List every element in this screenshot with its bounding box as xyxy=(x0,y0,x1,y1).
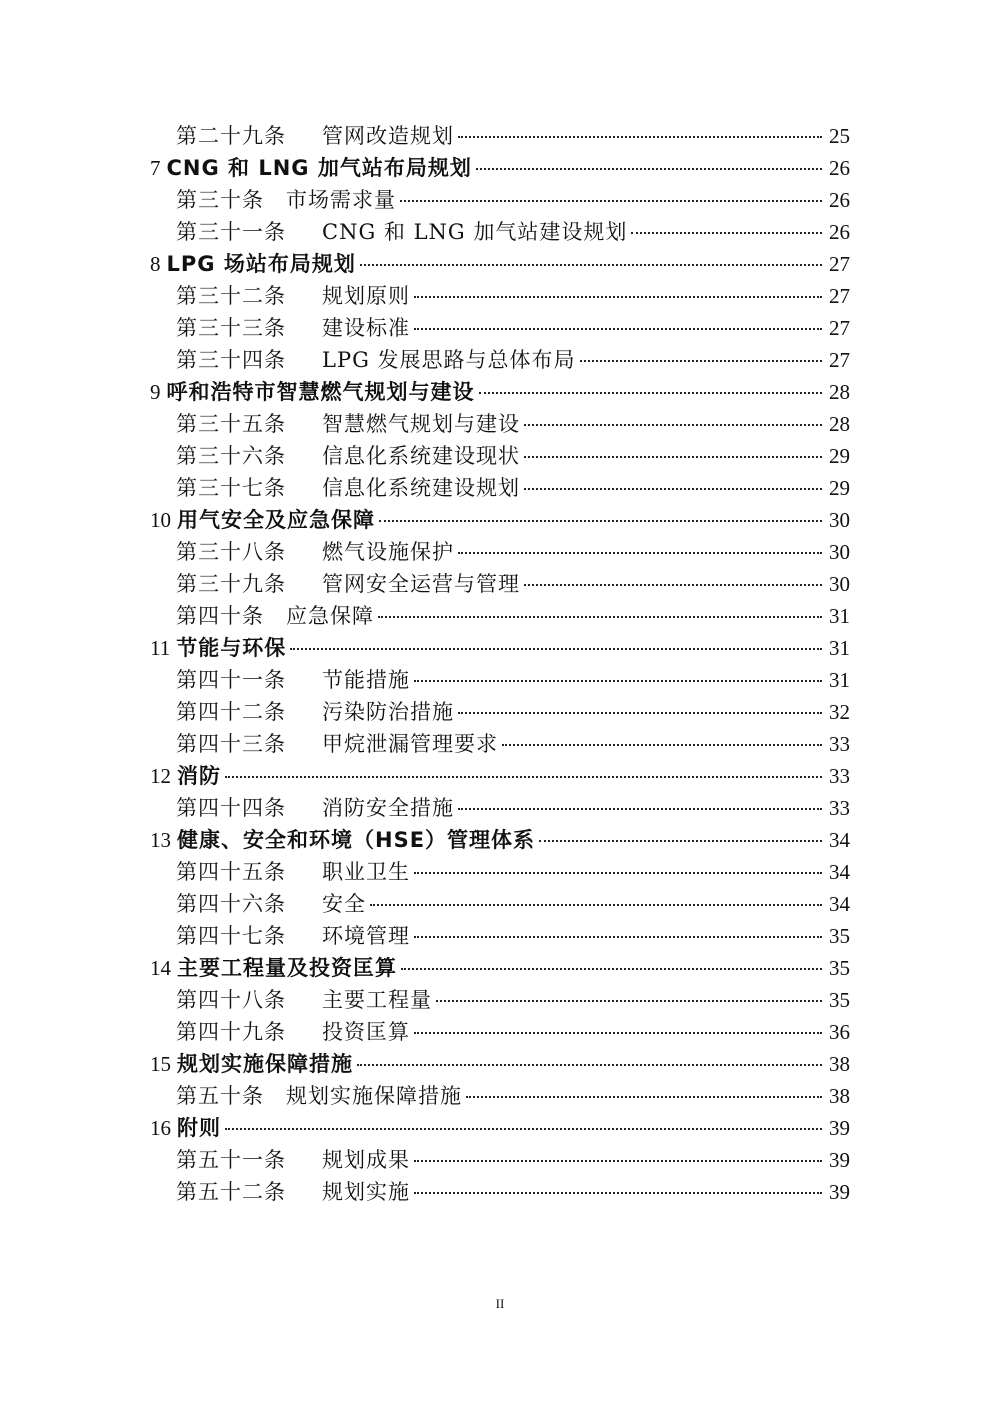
entry-title: 环境管理 xyxy=(322,924,410,948)
dot-leader xyxy=(414,872,822,874)
entry-title: 建设标准 xyxy=(322,316,410,340)
toc-article-entry[interactable] xyxy=(0,440,850,472)
toc-chapter-entry[interactable] xyxy=(0,376,850,408)
entry-page-number: 34 xyxy=(829,828,850,852)
entry-title: 污染防治措施 xyxy=(322,700,454,724)
dot-leader xyxy=(379,520,822,522)
entry-title: 职业卫生 xyxy=(322,860,410,884)
chapter-number: 15 xyxy=(150,1052,171,1076)
toc-article-entry[interactable] xyxy=(0,1144,850,1176)
dot-leader xyxy=(357,1064,822,1066)
dot-leader xyxy=(414,680,822,682)
toc-article-entry[interactable] xyxy=(0,472,850,504)
entry-title: 规划实施保障措施 xyxy=(177,1052,353,1076)
entry-page-number: 35 xyxy=(829,988,850,1012)
chapter-number: 16 xyxy=(150,1116,171,1140)
dot-leader xyxy=(502,744,822,746)
dot-leader xyxy=(458,712,822,714)
dot-leader xyxy=(524,456,822,458)
chapter-number: 9 xyxy=(150,380,161,404)
entry-page-number: 27 xyxy=(829,284,850,308)
dot-leader xyxy=(370,904,822,906)
entry-title: CNG 和 LNG 加气站布局规划 xyxy=(166,156,472,180)
dot-leader xyxy=(580,360,822,362)
entry-page-number: 31 xyxy=(829,668,850,692)
dot-leader xyxy=(378,616,822,618)
dot-leader xyxy=(458,136,822,138)
entry-page-number: 39 xyxy=(829,1116,850,1140)
toc-article-entry[interactable] xyxy=(0,568,850,600)
dot-leader xyxy=(466,1096,822,1098)
article-number: 第四十九条 xyxy=(176,1020,286,1044)
article-number: 第三十条 xyxy=(176,188,264,212)
toc-article-entry[interactable] xyxy=(0,280,850,312)
dot-leader xyxy=(458,808,822,810)
toc-chapter-entry[interactable] xyxy=(0,760,850,792)
chapter-number: 12 xyxy=(150,764,171,788)
entry-page-number: 27 xyxy=(829,252,850,276)
toc-chapter-entry[interactable] xyxy=(0,248,850,280)
entry-title: 智慧燃气规划与建设 xyxy=(322,412,520,436)
page-number: II xyxy=(495,1296,505,1311)
entry-title: 用气安全及应急保障 xyxy=(177,508,375,532)
article-number: 第三十五条 xyxy=(176,412,286,436)
article-number: 第三十七条 xyxy=(176,476,286,500)
entry-page-number: 26 xyxy=(829,188,850,212)
entry-title: 呼和浩特市智慧燃气规划与建设 xyxy=(166,380,475,404)
entry-page-number: 35 xyxy=(829,956,850,980)
article-number: 第三十三条 xyxy=(176,316,286,340)
toc-article-entry[interactable] xyxy=(0,216,850,248)
dot-leader xyxy=(524,424,822,426)
toc-article-entry[interactable] xyxy=(0,312,850,344)
toc-article-entry[interactable] xyxy=(0,120,850,152)
toc-article-entry[interactable] xyxy=(0,920,850,952)
toc-article-entry[interactable] xyxy=(0,184,850,216)
dot-leader xyxy=(539,840,822,842)
dot-leader xyxy=(414,1160,822,1162)
entry-page-number: 29 xyxy=(829,444,850,468)
entry-page-number: 28 xyxy=(829,380,850,404)
toc-article-entry[interactable] xyxy=(0,344,850,376)
entry-title: LPG 场站布局规划 xyxy=(166,252,356,276)
article-number: 第四十五条 xyxy=(176,860,286,884)
entry-title: 应急保障 xyxy=(286,604,374,628)
table-of-contents xyxy=(0,120,1000,1208)
article-number: 第三十九条 xyxy=(176,572,286,596)
article-number: 第三十一条 xyxy=(176,220,286,244)
entry-title: 甲烷泄漏管理要求 xyxy=(322,732,498,756)
chapter-number: 7 xyxy=(150,156,161,180)
toc-article-entry[interactable] xyxy=(0,536,850,568)
dot-leader xyxy=(414,1032,822,1034)
entry-page-number: 38 xyxy=(829,1084,850,1108)
entry-page-number: 31 xyxy=(829,636,850,660)
article-number: 第四十一条 xyxy=(176,668,286,692)
dot-leader xyxy=(414,936,822,938)
entry-title: 健康、安全和环境（HSE）管理体系 xyxy=(177,828,536,852)
dot-leader xyxy=(290,648,822,650)
dot-leader xyxy=(476,168,822,170)
toc-article-entry[interactable] xyxy=(0,888,850,920)
entry-page-number: 33 xyxy=(829,764,850,788)
dot-leader xyxy=(225,1128,822,1130)
toc-article-entry[interactable] xyxy=(0,600,850,632)
entry-page-number: 32 xyxy=(829,700,850,724)
chapter-number: 13 xyxy=(150,828,171,852)
toc-chapter-entry[interactable] xyxy=(0,824,850,856)
entry-title: 节能与环保 xyxy=(176,636,287,660)
entry-page-number: 39 xyxy=(829,1148,850,1172)
toc-article-entry[interactable] xyxy=(0,1080,850,1112)
entry-page-number: 29 xyxy=(829,476,850,500)
toc-article-entry[interactable] xyxy=(0,728,850,760)
entry-page-number: 30 xyxy=(829,572,850,596)
article-number: 第五十二条 xyxy=(176,1180,286,1204)
article-number: 第四十条 xyxy=(176,604,264,628)
entry-title: 消防 xyxy=(177,764,221,788)
dot-leader xyxy=(458,552,822,554)
dot-leader xyxy=(414,328,822,330)
toc-article-entry[interactable] xyxy=(0,984,850,1016)
entry-title: 消防安全措施 xyxy=(322,796,454,820)
article-number: 第四十二条 xyxy=(176,700,286,724)
article-number: 第四十七条 xyxy=(176,924,286,948)
article-number: 第二十九条 xyxy=(176,124,286,148)
entry-page-number: 33 xyxy=(829,732,850,756)
article-number: 第四十四条 xyxy=(176,796,286,820)
entry-page-number: 33 xyxy=(829,796,850,820)
dot-leader xyxy=(401,968,822,970)
entry-page-number: 25 xyxy=(829,124,850,148)
entry-title: 主要工程量 xyxy=(322,988,432,1012)
article-number: 第四十三条 xyxy=(176,732,286,756)
dot-leader xyxy=(400,200,822,202)
toc-article-entry[interactable] xyxy=(0,856,850,888)
toc-chapter-entry[interactable] xyxy=(0,952,850,984)
entry-title: LPG 发展思路与总体布局 xyxy=(322,348,576,372)
entry-title: 安全 xyxy=(322,892,366,916)
toc-article-entry[interactable] xyxy=(0,1176,850,1208)
toc-article-entry[interactable] xyxy=(0,696,850,728)
entry-title: CNG 和 LNG 加气站建设规划 xyxy=(322,220,628,244)
entry-title: 规划实施 xyxy=(322,1180,410,1204)
entry-page-number: 30 xyxy=(829,540,850,564)
toc-article-entry[interactable] xyxy=(0,664,850,696)
chapter-number: 14 xyxy=(150,956,171,980)
entry-title: 主要工程量及投资匡算 xyxy=(177,956,397,980)
entry-page-number: 26 xyxy=(829,156,850,180)
article-number: 第三十八条 xyxy=(176,540,286,564)
toc-chapter-entry[interactable] xyxy=(0,632,850,664)
entry-title: 规划成果 xyxy=(322,1148,410,1172)
entry-title: 管网改造规划 xyxy=(322,124,454,148)
dot-leader xyxy=(524,488,822,490)
dot-leader xyxy=(414,1192,822,1194)
entry-page-number: 34 xyxy=(829,860,850,884)
dot-leader xyxy=(479,392,823,394)
entry-page-number: 27 xyxy=(829,348,850,372)
entry-title: 节能措施 xyxy=(322,668,410,692)
entry-title: 规划实施保障措施 xyxy=(286,1084,462,1108)
toc-article-entry[interactable] xyxy=(0,408,850,440)
article-number: 第三十二条 xyxy=(176,284,286,308)
entry-page-number: 35 xyxy=(829,924,850,948)
dot-leader xyxy=(436,1000,822,1002)
entry-title: 投资匡算 xyxy=(322,1020,410,1044)
entry-page-number: 27 xyxy=(829,316,850,340)
entry-title: 信息化系统建设规划 xyxy=(322,476,520,500)
toc-chapter-entry[interactable] xyxy=(0,152,850,184)
dot-leader xyxy=(225,776,822,778)
chapter-number: 8 xyxy=(150,252,161,276)
toc-article-entry[interactable] xyxy=(0,792,850,824)
dot-leader xyxy=(524,584,822,586)
article-number: 第五十条 xyxy=(176,1084,264,1108)
chapter-number: 11 xyxy=(150,636,171,660)
article-number: 第四十八条 xyxy=(176,988,286,1012)
chapter-number: 10 xyxy=(150,508,171,532)
entry-page-number: 38 xyxy=(829,1052,850,1076)
article-number: 第五十一条 xyxy=(176,1148,286,1172)
toc-chapter-entry[interactable] xyxy=(0,504,850,536)
article-number: 第四十六条 xyxy=(176,892,286,916)
toc-article-entry[interactable] xyxy=(0,1016,850,1048)
entry-page-number: 28 xyxy=(829,412,850,436)
entry-title: 信息化系统建设现状 xyxy=(322,444,520,468)
entry-title: 管网安全运营与管理 xyxy=(322,572,520,596)
entry-page-number: 39 xyxy=(829,1180,850,1204)
dot-leader xyxy=(631,232,822,234)
entry-title: 附则 xyxy=(177,1116,221,1140)
entry-page-number: 36 xyxy=(829,1020,850,1044)
entry-title: 规划原则 xyxy=(322,284,410,308)
entry-page-number: 34 xyxy=(829,892,850,916)
dot-leader xyxy=(414,296,822,298)
toc-chapter-entry[interactable] xyxy=(0,1112,850,1144)
article-number: 第三十六条 xyxy=(176,444,286,468)
entry-page-number: 30 xyxy=(829,508,850,532)
dot-leader xyxy=(360,264,822,266)
entry-title: 市场需求量 xyxy=(286,188,396,212)
entry-page-number: 31 xyxy=(829,604,850,628)
entry-title: 燃气设施保护 xyxy=(322,540,454,564)
article-number: 第三十四条 xyxy=(176,348,286,372)
toc-chapter-entry[interactable] xyxy=(0,1048,850,1080)
entry-page-number: 26 xyxy=(829,220,850,244)
